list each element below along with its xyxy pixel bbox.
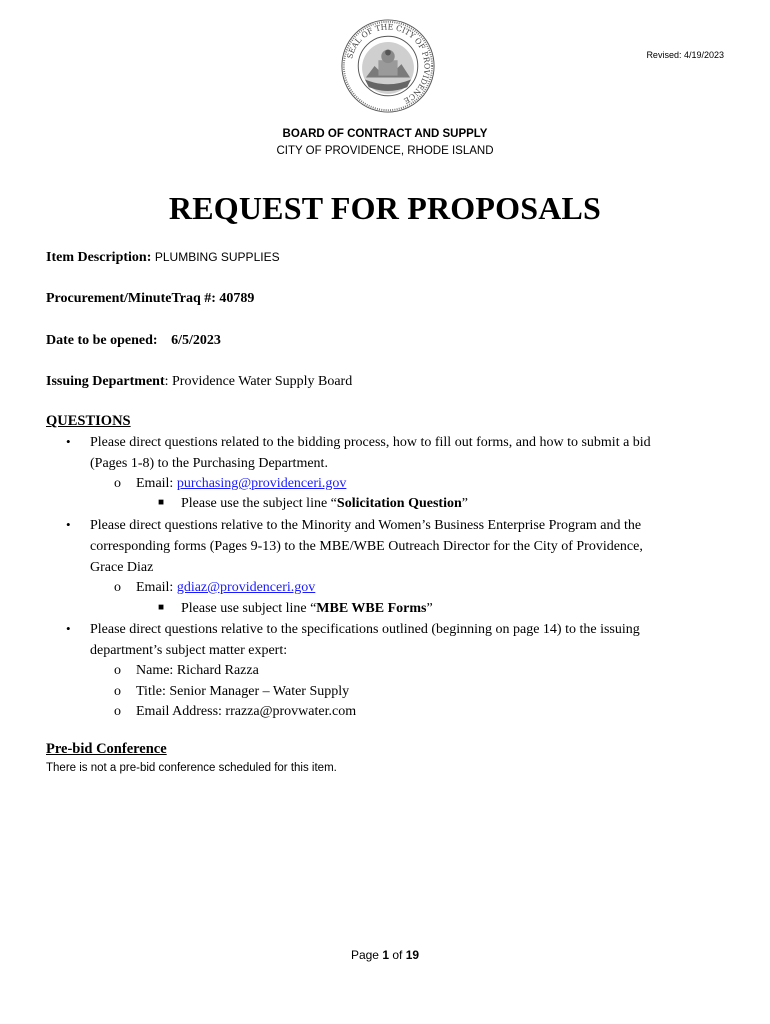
issuing-department-value: : Providence Water Supply Board: [164, 374, 353, 389]
q2-email: [136, 580, 315, 596]
gdiaz-email-link[interactable]: gdiaz@providenceri.gov: [176, 580, 316, 595]
q2-line1: Please direct questions relative to the Minority and Women’s Business Enterprise Program and the: [90, 518, 642, 533]
page-mid: of: [389, 948, 406, 962]
q2-email-label: Email:: [136, 580, 177, 595]
bullet-icon: •: [66, 621, 71, 636]
date-to-be-opened: [46, 333, 221, 349]
q2-line3: Grace Diaz: [90, 560, 154, 575]
q1-subject: [181, 496, 468, 512]
page-pre: Page: [350, 948, 383, 962]
q3-line2: department’s subject matter expert:: [90, 643, 288, 658]
procurement-number-label: Procurement/MinuteTraq #: 40789: [46, 291, 255, 306]
date-value: 6/5/2023: [171, 333, 221, 348]
q1-email-label: Email:: [136, 476, 177, 491]
procurement-number: [46, 291, 254, 307]
page-current: 1: [382, 948, 389, 962]
q2-subject-bold: MBE WBE Forms: [316, 601, 427, 616]
square-bullet-icon: ■: [158, 497, 165, 508]
q1-line2: (Pages 1-8) to the Purchasing Department.: [90, 456, 328, 471]
prebid-text: There is not a pre-bid conference scheduled for this item.: [46, 762, 337, 774]
issuing-department: [46, 374, 352, 390]
q1-subject-bold: Solicitation Question: [336, 496, 462, 511]
issuing-department-label: Issuing Department: [46, 374, 165, 389]
item-description-label: Item Description:: [46, 250, 152, 265]
q3-line1: Please direct questions relative to the specifications outlined (beginning on page 14) to the issuing: [90, 622, 640, 637]
q3-title-bullet: o: [114, 684, 121, 699]
page-total: 19: [405, 948, 420, 962]
q2-subject-post: ”: [426, 601, 433, 616]
questions-heading: QUESTIONS: [46, 413, 131, 429]
q1-email: [136, 476, 346, 492]
date-label: Date to be opened:: [46, 333, 158, 348]
board-name: BOARD OF CONTRACT AND SUPPLY: [282, 128, 488, 140]
q3-title: Title: Senior Manager – Water Supply: [136, 684, 350, 699]
item-description: [46, 250, 280, 266]
q2-email-bullet: o: [114, 580, 121, 595]
square-bullet-icon: ■: [158, 602, 165, 613]
revised-date: Revised: 4/19/2023: [646, 50, 724, 60]
q3-name-bullet: o: [114, 663, 121, 678]
page-number: [0, 948, 770, 962]
svg-text:SEAL OF THE CITY OF PROVIDENCE: SEAL OF THE CITY OF PROVIDENCE: [345, 22, 432, 106]
purchasing-email-link[interactable]: purchasing@providenceri.gov: [176, 476, 347, 491]
bullet-icon: •: [66, 517, 71, 532]
bullet-icon: •: [66, 434, 71, 449]
q1-subject-post: ”: [461, 496, 468, 511]
q1-subject-pre: Please use the subject line “: [181, 496, 337, 511]
page-title: REQUEST FOR PROPOSALS: [168, 190, 602, 226]
q3-email-bullet: o: [114, 704, 121, 719]
q2-subject-pre: Please use subject line “: [181, 601, 317, 616]
q1-email-bullet: o: [114, 476, 121, 491]
city-seal: [340, 18, 436, 114]
q2-subject: [181, 601, 433, 617]
prebid-heading: Pre-bid Conference: [46, 741, 167, 757]
q2-line2: corresponding forms (Pages 9-13) to the MBE/WBE Outreach Director for the City of Providence,: [90, 539, 643, 554]
q3-email: Email Address: rrazza@provwater.com: [136, 704, 357, 719]
city-name: CITY OF PROVIDENCE, RHODE ISLAND: [276, 145, 494, 157]
q3-name: Name: Richard Razza: [136, 663, 259, 678]
item-description-value: PLUMBING SUPPLIES: [154, 250, 280, 264]
q1-line1: Please direct questions related to the bidding process, how to fill out forms, and how to submit a bid: [90, 435, 651, 450]
